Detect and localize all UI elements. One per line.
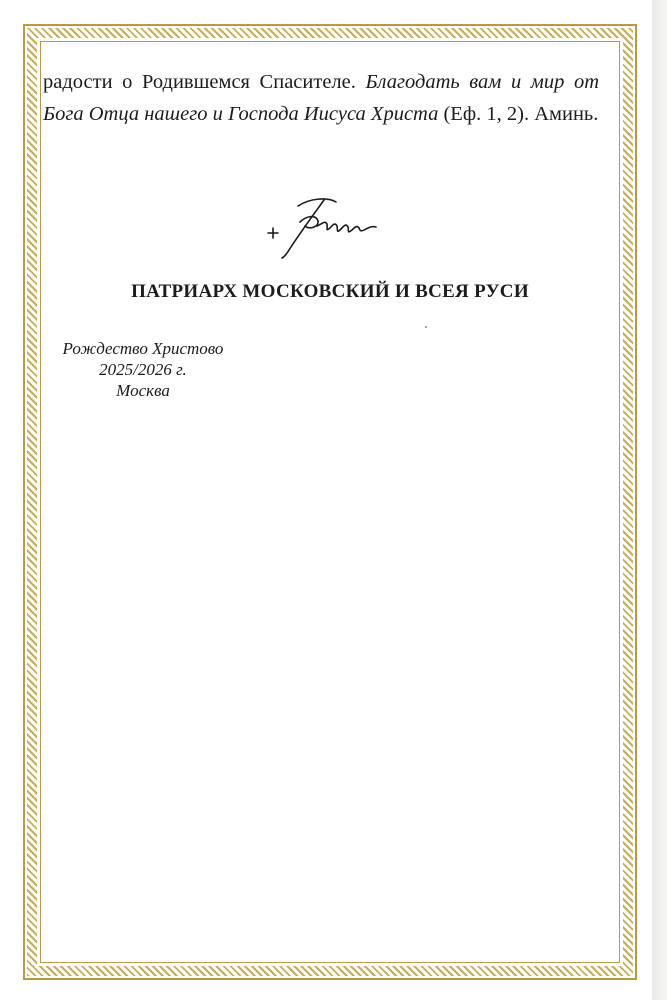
page-edge — [652, 0, 667, 1000]
dateline-occasion: Рождество Христово — [62, 339, 224, 358]
ornamental-border-inner — [40, 41, 620, 963]
signature-mark — [262, 188, 380, 266]
blessing-italic-2: и мир от Бога Отца нашего и Господа Иисуса — [43, 71, 600, 125]
dateline — [38, 338, 248, 401]
dateline-year: 2025/2026 г. — [99, 360, 187, 379]
blessing-italic-3: Христа — [370, 102, 439, 125]
scripture-citation: (Еф. 1, 2). Аминь. — [443, 102, 599, 125]
signatory-title: ПАТРИАРХ МОСКОВСКИЙ И ВСЕЯ РУСИ — [131, 281, 529, 302]
scan-speck — [425, 326, 427, 328]
dateline-city: Москва — [116, 381, 170, 400]
blessing-italic-1: Благодать вам — [365, 71, 502, 93]
closing-text: радости о Родившемся Спасителе. — [43, 71, 356, 93]
closing-paragraph — [43, 67, 599, 130]
